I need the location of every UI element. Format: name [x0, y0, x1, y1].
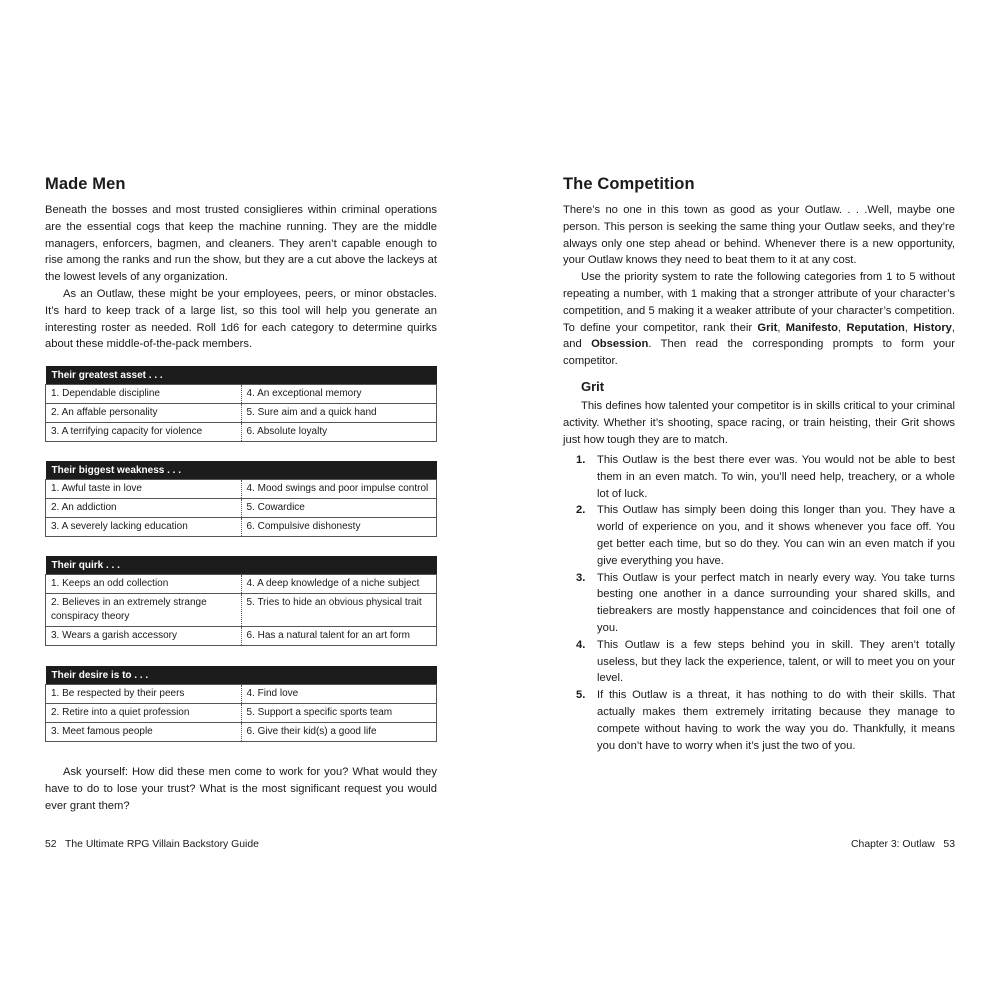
- grit-intro-wrap: [563, 398, 955, 448]
- list-text: This Outlaw has simply been doing this longer than you. They have a world of experience on you, and it shows whenever you face off. You get better each time, but so do they. You can win an even match if you give everything you have.: [597, 504, 955, 567]
- table-cell: 3. A terrifying capacity for violence: [46, 423, 242, 442]
- table-cell: 1. Be respected by their peers: [46, 685, 242, 704]
- table-cell: 3. Meet famous people: [46, 723, 242, 742]
- section-title-competition: The Competition: [563, 175, 695, 193]
- table-row: [46, 518, 437, 537]
- separator: , and: [563, 321, 956, 351]
- category-manifesto: Manifesto: [785, 321, 838, 334]
- table-cell: 2. An affable personality: [46, 404, 242, 423]
- table-row: [46, 499, 437, 518]
- list-item: [563, 687, 955, 754]
- priority-text-end: . Then read the corresponding prompts to form your competitor.: [563, 338, 955, 368]
- table-header: Their greatest asset . . .: [46, 366, 437, 385]
- intro-paragraph: There’s no one in this town as good as your Outlaw. . . .Well, maybe one person. This person is seeking the same thing your Outlaw seeks, and they’re always only one step ahead or behind. Whenever there is a new opportunity, your Outlaw knows they need to beat them to it at any cost.: [563, 204, 955, 267]
- intro-paragraph: Beneath the bosses and most trusted consiglieres within criminal operations are the essential cogs that keep the machine running. They are the middle managers, enforcers, bagmen, and cleaners. They aren’t capable enough to rise among the ranks and run the show, but they are a cut above the lackeys at the lowest levels of any organization.: [45, 204, 437, 284]
- table-quirk: [45, 556, 437, 646]
- grit-list: [563, 452, 955, 754]
- table-biggest-weakness: [45, 461, 437, 537]
- table-cell: 4. Find love: [241, 685, 437, 704]
- priority-paragraph: [563, 269, 955, 370]
- list-item: [563, 570, 955, 637]
- table-cell: 6. Absolute loyalty: [241, 423, 437, 442]
- list-text: If this Outlaw is a threat, it has nothing to do with their skills. That actually makes them extremely irritating because they manage to compete without having to work the way you do. Thankfully, it means you don’t have to worry when it’s just the two of you.: [597, 689, 955, 752]
- table-cell: 5. Support a specific sports team: [241, 704, 437, 723]
- table-cell: 6. Give their kid(s) a good life: [241, 723, 437, 742]
- table-row: [46, 480, 437, 499]
- list-text: This Outlaw is the best there ever was. You would not be able to best them in an even match. To win, you’ll need help, treachery, or a whole lot of luck.: [597, 454, 955, 500]
- table-row: [46, 404, 437, 423]
- grit-intro: This defines how talented your competitor is in skills critical to your criminal activity. Whether it’s shooting, space racing, or train heisting, their Grit shows just how tough they are to match.: [563, 400, 955, 446]
- list-text: This Outlaw is a few steps behind you in skill. They aren’t totally useless, but they lack the experience, talent, or will to meet you on your level.: [597, 638, 955, 685]
- footer-right: Chapter 3: Outlaw 53: [851, 839, 955, 850]
- table-cell: 6. Has a natural talent for an art form: [241, 627, 437, 646]
- table-row: [46, 575, 437, 594]
- right-page: [563, 0, 955, 1000]
- footer-left: 52 The Ultimate RPG Villain Backstory Guide: [45, 839, 259, 850]
- separator: ,: [838, 321, 847, 334]
- table-cell: 5. Sure aim and a quick hand: [241, 404, 437, 423]
- table-row: [46, 423, 437, 442]
- list-number: 1.: [576, 454, 586, 466]
- list-number: 5.: [576, 689, 586, 702]
- separator: ,: [904, 321, 914, 334]
- category-obsession: Obsession: [591, 338, 649, 351]
- table-cell: 4. An exceptional memory: [241, 385, 437, 404]
- table-header: Their biggest weakness . . .: [46, 461, 437, 480]
- table-cell: 3. Wears a garish accessory: [46, 627, 242, 646]
- separator: ,: [777, 321, 786, 334]
- list-number: 4.: [576, 638, 586, 651]
- list-number: 2.: [576, 504, 586, 517]
- table-cell: 4. Mood swings and poor impulse control: [241, 480, 437, 499]
- table-cell: 2. An addiction: [46, 499, 242, 518]
- table-cell: 1. Dependable discipline: [46, 385, 242, 404]
- priority-text: Use the priority system to rate the following categories from 1 to 5 without repeating a number, with 1 making that a stronger attribute of your character’s competition, and 5 making it a weaker attribute of your character’s competition. To define your competitor, rank their: [563, 271, 955, 334]
- table-cell: 4. A deep knowledge of a niche subject: [241, 575, 437, 594]
- table-row: [46, 685, 437, 704]
- table-cell: 5. Tries to hide an obvious physical trait: [241, 594, 437, 627]
- list-item: [563, 502, 955, 569]
- subsection-title-grit: Grit: [581, 379, 605, 394]
- section-title-made-men: Made Men: [45, 175, 126, 193]
- table-row: [46, 594, 437, 627]
- table-cell: 1. Keeps an odd collection: [46, 575, 242, 594]
- category-grit: Grit: [757, 321, 778, 334]
- table-desire: [45, 666, 437, 742]
- competition-intro: [563, 202, 955, 370]
- table-row: [46, 704, 437, 723]
- category-history: History: [913, 321, 952, 334]
- table-header: Their desire is to . . .: [46, 666, 437, 685]
- table-cell: 3. A severely lacking education: [46, 518, 242, 537]
- left-page: [45, 0, 437, 1000]
- table-cell: 6. Compulsive dishonesty: [241, 518, 437, 537]
- table-cell: 2. Retire into a quiet profession: [46, 704, 242, 723]
- list-item: [563, 637, 955, 687]
- second-paragraph: As an Outlaw, these might be your employees, peers, or minor obstacles. It’s hard to keep track of a large list, so this tool will help you generate an interesting roster as needed. Roll 1d6 for each category to determine quirks about these middle-of-the-pack members.: [45, 287, 437, 351]
- category-reputation: Reputation: [846, 321, 905, 334]
- table-cell: 5. Cowardice: [241, 499, 437, 518]
- closing-paragraph: Ask yourself: How did these men come to work for you? What would they have to do to lose your trust? What is the most significant request you would ever grant them?: [45, 766, 437, 812]
- table-header: Their quirk . . .: [46, 556, 437, 575]
- table-greatest-asset: [45, 366, 437, 442]
- list-number: 3.: [576, 571, 586, 584]
- table-row: [46, 627, 437, 646]
- table-row: [46, 385, 437, 404]
- list-text: This Outlaw is your perfect match in nearly every way. You take turns besting one another in a dance surrounding your shared skills, and tiebreakers are mostly happenstance and coincidences that foil one of you.: [597, 571, 955, 634]
- table-row: [46, 723, 437, 742]
- table-cell: 1. Awful taste in love: [46, 480, 242, 499]
- closing-paragraph-wrap: [45, 764, 437, 814]
- table-cell: 2. Believes in an extremely strange conspiracy theory: [46, 594, 242, 627]
- list-item: [563, 452, 955, 502]
- made-men-intro: [45, 202, 437, 353]
